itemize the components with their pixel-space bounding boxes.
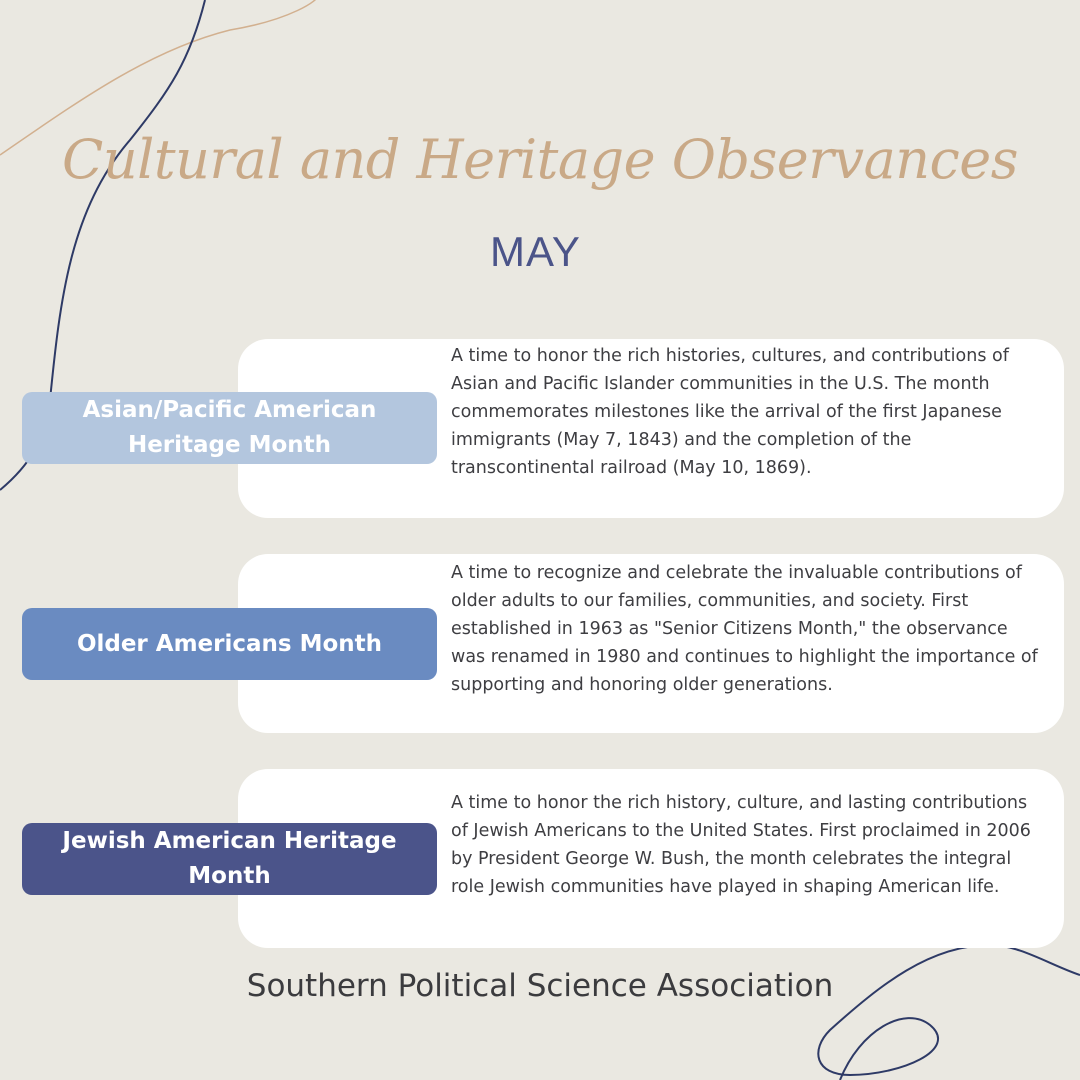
observance-label-older-americans: Older Americans Month xyxy=(22,608,437,680)
page-title: Cultural and Heritage Observances xyxy=(62,128,1018,191)
observance-label-jewish-american: Jewish American Heritage Month xyxy=(22,823,437,895)
observance-label-asian-pacific: Asian/Pacific American Heritage Month xyxy=(22,392,437,464)
navy-curve-line-right xyxy=(818,945,1080,1080)
organization-footer: Southern Political Science Association xyxy=(246,968,834,1004)
observance-description: A time to honor the rich history, culture, and lasting contributions of Jewish Americans to the United States. First proclaimed in 2006 by President George W. Bush, the month celebrates the integral role Jewish communities have played in shaping American life. xyxy=(451,793,1031,897)
observance-description: A time to recognize and celebrate the invaluable contributions of older adults to our families, communities, and society. First established in 1963 as "Senior Citizens Month," the observance was renamed in 1980 and continues to highlight the importance of supporting and honoring older generations. xyxy=(451,563,1038,695)
observance-description: A time to honor the rich histories, cultures, and contributions of Asian and Pacific Islander communities in the U.S. The month commemorates milestones like the arrival of the first Japanese immigrants (May 7, 1843) and the completion of the transcontinental railroad (May 10, 1869). xyxy=(451,346,1009,478)
month-label: MAY xyxy=(490,228,581,275)
